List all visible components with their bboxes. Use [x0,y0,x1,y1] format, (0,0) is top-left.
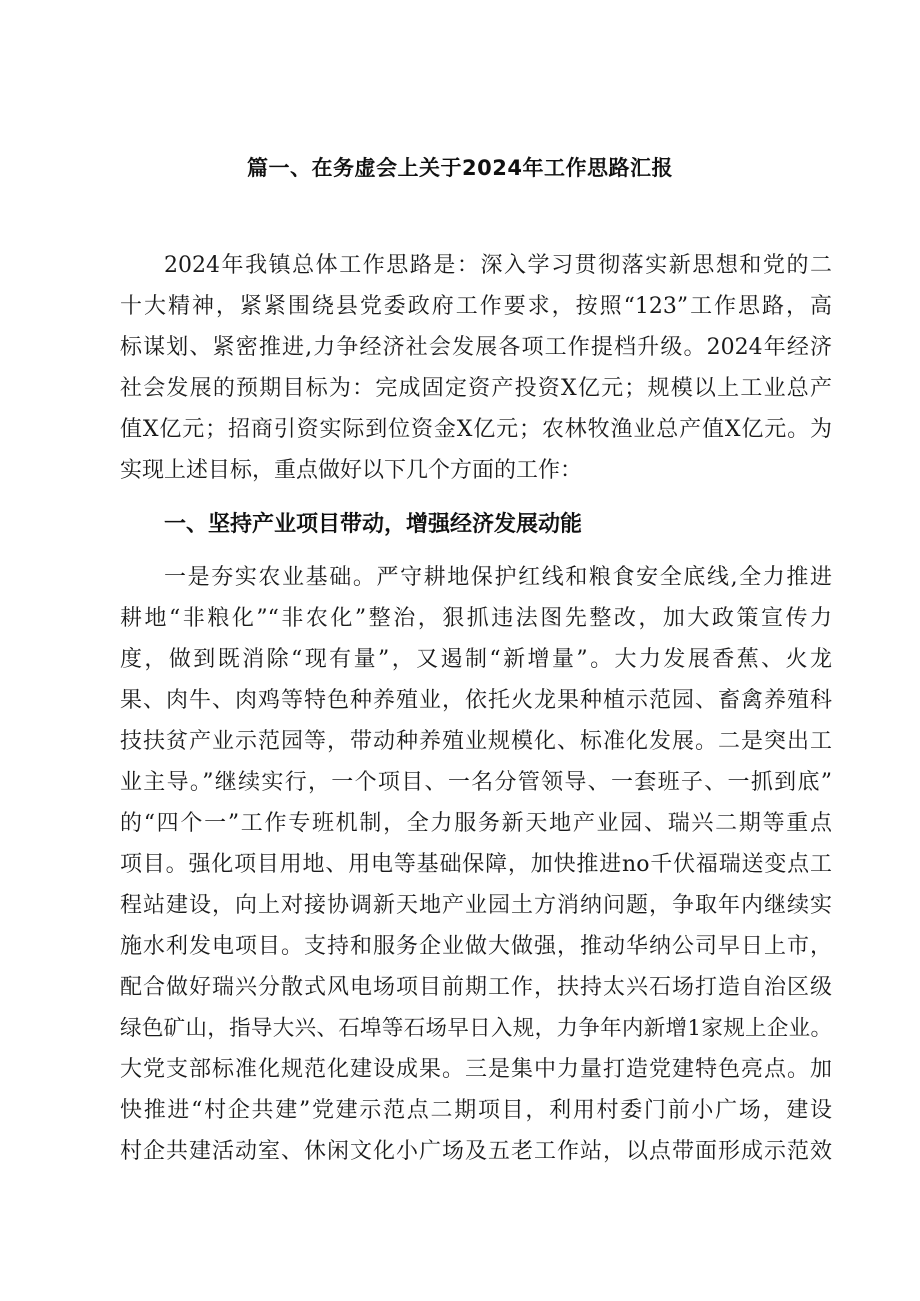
paragraph-2-line: 的“四个一”工作专班机制，全力服务新天地产业园、瑞兴二期等重点 [120,811,832,836]
paragraph-2-line: 施水利发电项目。支持和服务企业做大做强，推动华纳公司早日上市， [120,934,832,959]
section-heading: 一、坚持产业项目带动，增强经济发展动能 [164,512,583,537]
paragraph-1-line: 实现上述目标，重点做好以下几个方面的工作： [120,458,583,483]
paragraph-2-line: 程站建设，向上对接协调新天地产业园土方消纳问题，争取年内继续实 [120,893,832,918]
paragraph-2-line: 耕地“非粮化”“非农化”整治，狠抓违法图先整改，加大政策宣传力 [120,606,832,631]
paragraph-2-line: 业主导。”继续实行，一个项目、一名分管领导、一套班子、一抓到底” [120,770,832,795]
paragraph-2-line: 快推进“村企共建”党建示范点二期项目，利用村委门前小广场，建设 [120,1098,832,1123]
paragraph-1-line: 2024年我镇总体工作思路是：深入学习贯彻落实新思想和党的二 [164,253,832,278]
document-title: 篇一、在务虚会上关于2024年工作思路汇报 [247,156,673,180]
paragraph-2-line: 度，做到既消除“现有量”，又遏制“新增量”。大力发展香蕉、火龙 [120,647,832,672]
paragraph-1-line: 值X亿元；招商引资实际到位资金X亿元；农林牧渔业总产值X亿元。为 [120,417,832,442]
paragraph-1-line: 社会发展的预期目标为：完成固定资产投资X亿元；规模以上工业总产 [120,376,832,401]
paragraph-2-line: 项目。强化项目用地、用电等基础保障，加快推进no千伏福瑞送变点工 [120,852,832,877]
paragraph-2-line: 村企共建活动室、休闲文化小广场及五老工作站，以点带面形成示范效 [120,1139,832,1164]
paragraph-2-line: 技扶贫产业示范园等，带动种养殖业规模化、标准化发展。二是突出工 [120,729,832,754]
paragraph-1-line: 十大精神，紧紧围绕县党委政府工作要求，按照“123”工作思路，高 [120,294,832,319]
paragraph-2-line: 大党支部标准化规范化建设成果。三是集中力量打造党建特色亮点。加 [120,1057,832,1082]
paragraph-2-line: 一是夯实农业基础。严守耕地保护红线和粮食安全底线,全力推进 [164,565,832,590]
paragraph-2-line: 配合做好瑞兴分散式风电场项目前期工作，扶持太兴石场打造自治区级 [120,975,832,1000]
paragraph-2-line: 果、肉牛、肉鸡等特色种养殖业，依托火龙果种植示范园、畜禽养殖科 [120,688,832,713]
paragraph-2-line: 绿色矿山，指导大兴、石埠等石场早日入规，力争年内新增1家规上企业。 [120,1016,832,1041]
paragraph-1-line: 标谋划、紧密推进,力争经济社会发展各项工作提档升级。2024年经济 [120,335,832,360]
